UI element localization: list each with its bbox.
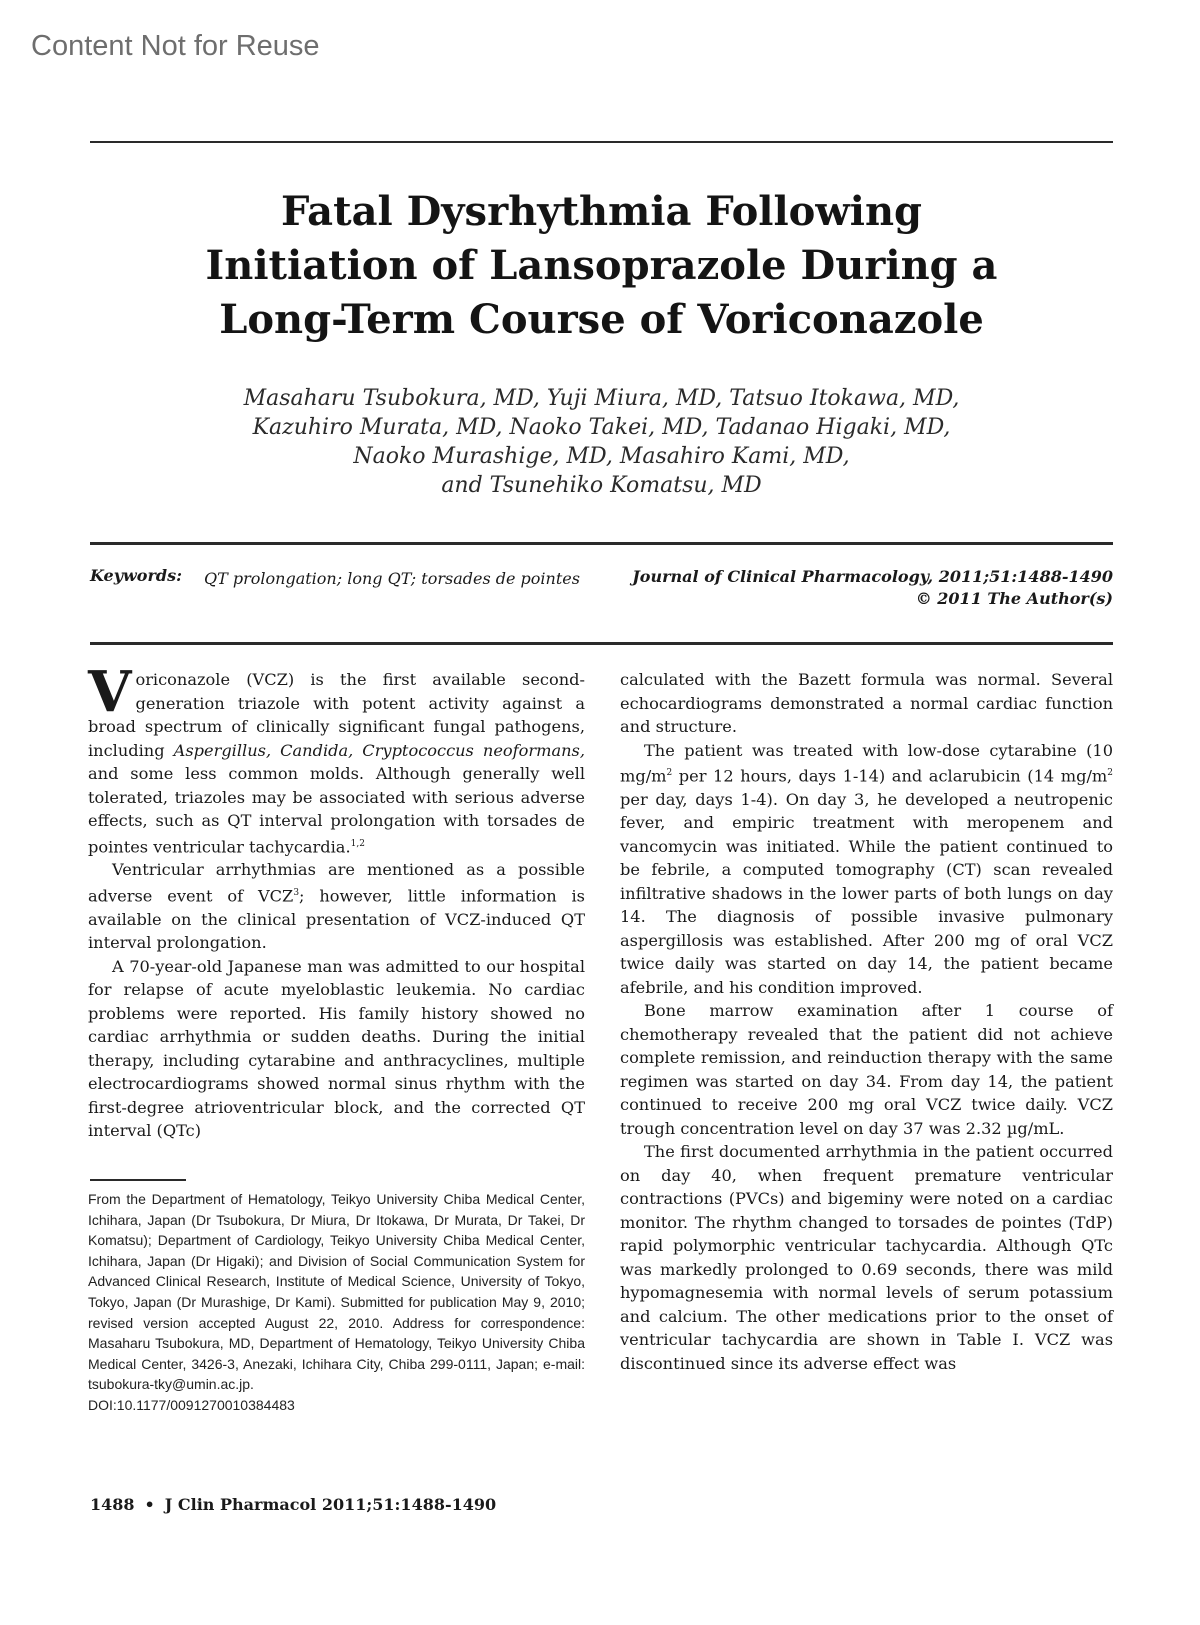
journal-info (600, 566, 1113, 610)
body-paragraph (88, 659, 585, 858)
affiliation-footnote (88, 1189, 585, 1416)
unit-superscript: 2 (666, 768, 673, 778)
body-text: and some less common molds. Although generally well tolerated, triazoles may be associated with serious adverse effects, such as QT interval prolongation with torsades de pointes ventricular tachycardia. (88, 764, 585, 856)
footnote-rule (90, 1179, 186, 1181)
body-text: per 12 hours, days 1-14) and aclarubicin (14 mg/m (672, 766, 1108, 786)
reference-superscript: 3 (293, 887, 300, 898)
body-paragraph: A 70-year-old Japanese man was admitted to our hospital for relapse of acute myeloblastic leukemia. No cardiac problems were reported. His family history showed no cardiac arrhythmia or sudden deaths. During the initial therapy, including cytarabine and anthracyclines, multiple electrocardiograms showed normal sinus rhythm with the first-degree atrioventricular block, and the corrected QT interval (QTc) (88, 956, 585, 1141)
body-paragraph: Bone marrow examination after 1 course of chemotherapy revealed that the patient did not achieve complete remission, and reinduction therapy with the same regimen was started on day 34. From day 14, the patient continued to receive 200 mg oral VCZ twice daily. VCZ trough concentration level on day 37 was 2.32 µg/mL. (620, 1001, 1113, 1138)
body-paragraph: The first documented arrhythmia in the patient occurred on day 40, when frequent premature ventricular contractions (PVCs) and bigeminy were noted on a cardiac monitor. The rhythm changed to torsades de pointes (TdP) rapid polymorphic ventricular tachycardia. Although QTc was markedly prolonged to 0.69 seconds, there was mild hypomagnesemia with normal levels of serum potassium and calcium. The other medications prior to the onset of ventricular tachycardia are shown in Table I. VCZ was discontinued since its adverse effect was (620, 1142, 1113, 1373)
title-line: Fatal Dysrhythmia Following (280, 188, 923, 235)
keywords-top-rule (90, 542, 1113, 545)
journal-citation: Journal of Clinical Pharmacology, 2011;51:1488-1490 (632, 567, 1113, 586)
body-text: ; however, little information is available on the clinical presentation of VCZ-induced QT interval prolongation. (88, 886, 585, 953)
body-paragraph (620, 739, 1113, 1000)
journal-copyright: © 2011 The Author(s) (915, 589, 1113, 608)
article-title (90, 185, 1113, 347)
keywords-text: QT prolongation; long QT; torsades de pointes (204, 569, 580, 588)
watermark-text: Content Not for Reuse (31, 30, 320, 62)
author-line: Masaharu Tsubokura, MD, Yuji Miura, MD, Tatsuo Itokawa, MD, (243, 386, 960, 411)
author-line: and Tsunehiko Komatsu, MD (441, 473, 762, 498)
drop-cap: V (88, 659, 132, 725)
page-footer (90, 1495, 496, 1514)
body-text: oriconazole (VCZ) is the first available second-generation triazole with potent activity against a broad spectrum of clinically significant fungal pathogens, including (88, 670, 585, 760)
unit-superscript: 2 (1107, 768, 1113, 778)
footer-bullet: • (144, 1495, 155, 1514)
title-line: Initiation of Lansoprazole During a (205, 242, 998, 289)
keywords-label: Keywords: (90, 566, 183, 585)
footer-citation: J Clin Pharmacol 2011;51:1488-1490 (164, 1495, 497, 1514)
organism-names: Aspergillus, Candida, Cryptococcus neoformans, (173, 740, 585, 760)
page-number: 1488 (90, 1495, 135, 1514)
body-text: Ventricular arrhythmias are mentioned as a possible adverse event of VCZ (88, 860, 585, 906)
body-text: per day, days 1-4). On day 3, he developed a neutropenic fever, and empiric treatment with meropenem and vancomycin was initiated. While the patient continued to be febrile, a computed tomography (CT) scan revealed infiltrative shadows in the lower parts of both lungs on day 14. The diagnosis of possible invasive pulmonary aspergillosis was established. After 200 mg of oral VCZ twice daily was started on day 14, the patient became afebrile, and his condition improved. (620, 789, 1113, 997)
author-line: Kazuhiro Murata, MD, Naoko Takei, MD, Tadanao Higaki, MD, (252, 415, 951, 440)
body-column-right (620, 668, 1113, 1375)
body-paragraph: calculated with the Bazett formula was normal. Several echocardiograms demonstrated a normal cardiac function and structure. (620, 670, 1113, 736)
body-column-left (88, 659, 585, 1143)
body-paragraph (88, 858, 585, 954)
header-rule (90, 141, 1113, 143)
author-list (90, 384, 1113, 500)
author-line: Naoko Murashige, MD, Masahiro Kami, MD, (353, 444, 850, 469)
footnote-doi: DOI:10.1177/0091270010384483 (88, 1396, 295, 1413)
body-text: The patient was treated with low-dose cytarabine (10 mg/m (620, 740, 1113, 786)
reference-superscript: 1,2 (350, 838, 365, 849)
footnote-affiliations: From the Department of Hematology, Teikyo University Chiba Medical Center, Ichihara, Japan (Dr Tsubokura, Dr Miura, Dr Itokawa, Dr Murata, Dr Takei, Dr Komatsu); Department of Cardiology, Teikyo University Chiba Medical Center, Ichihara, Japan (Dr Higaki); and Division of Social Communication System for Advanced Clinical Research, Institute of Medical Science, University of Tokyo, Tokyo, Japan (Dr Murashige, Dr Kami). Submitted for publication May 9, 2010; revised version accepted August 22, 2010. Address for correspondence: Masaharu Tsubokura, MD, Department of Hematology, Teikyo University Chiba Medical Center, 3426-3, Anezaki, Ichihara City, Chiba 299-0111, Japan; e-mail: tsubokura-tky@umin.ac.jp. (88, 1191, 585, 1393)
keywords-bottom-rule (90, 642, 1113, 645)
title-line: Long-Term Course of Voriconazole (219, 296, 984, 343)
